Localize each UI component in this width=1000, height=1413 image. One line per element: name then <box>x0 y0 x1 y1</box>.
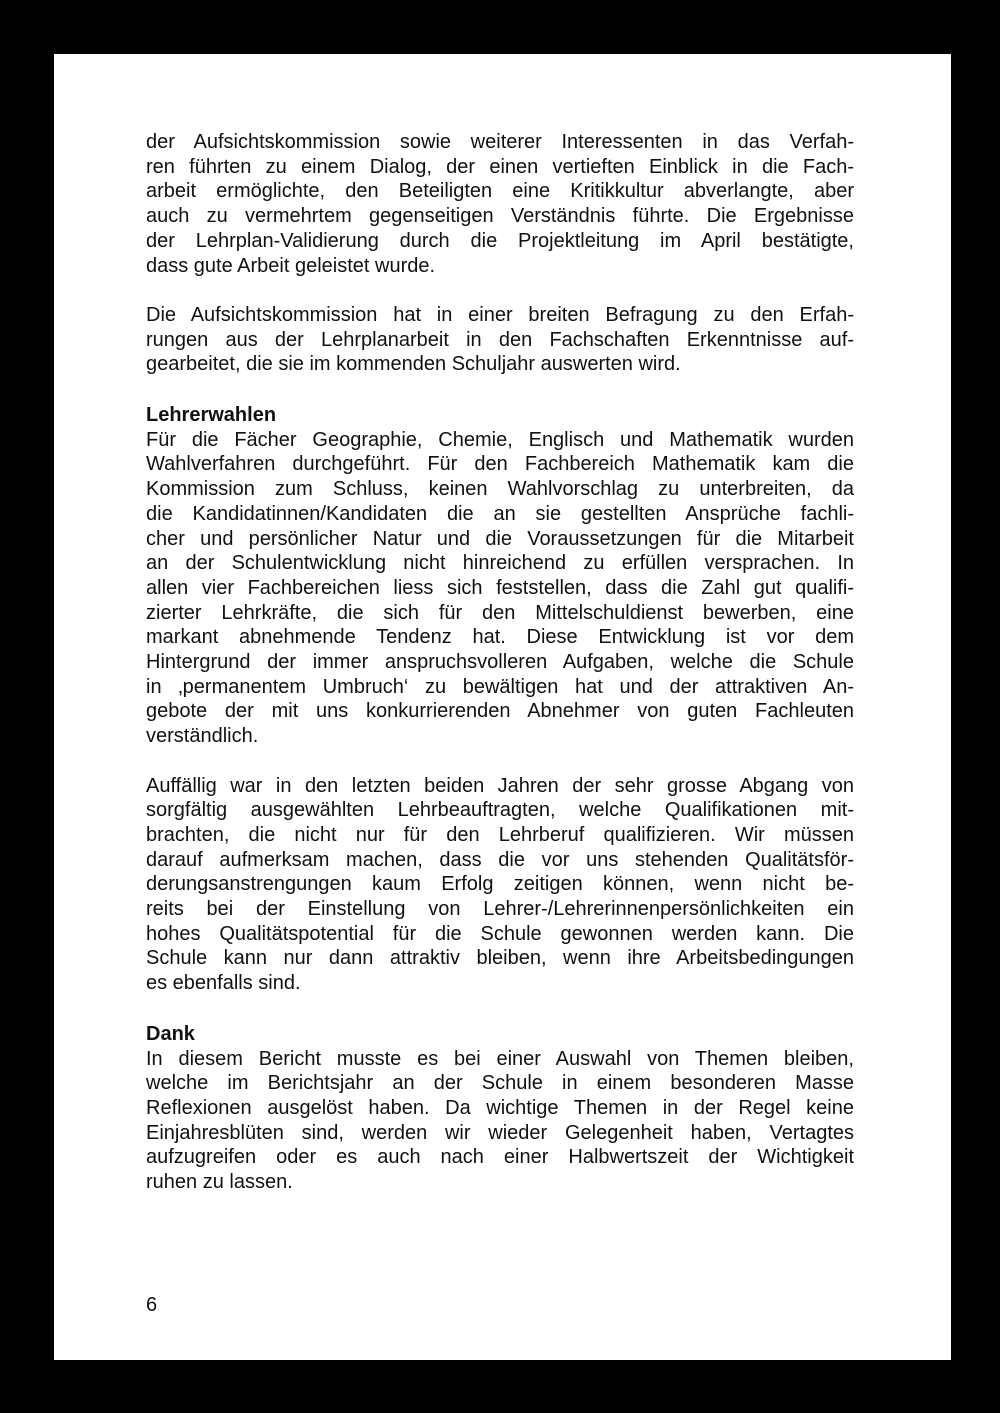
section-heading-lehrerwahlen: Lehrerwahlen <box>146 403 277 426</box>
text-line: welche im Berichtsjahr an der Schule in einem besonderen Masse <box>146 1072 854 1095</box>
paragraph-commission-dialog <box>146 130 854 278</box>
text-line: Wahlverfahren durchgeführt. Für den Fachbereich Mathematik kam die <box>146 453 854 476</box>
text-line: aufzugreifen oder es auch nach einer Halbwertszeit der Wichtigkeit <box>146 1146 854 1169</box>
paragraph-departures <box>146 774 854 996</box>
text-line: Auffällig war in den letzten beiden Jahren der sehr grosse Abgang von <box>146 774 854 797</box>
text-line: die Kandidatinnen/Kandidaten die an sie gestellten Ansprüche fachli- <box>146 502 854 525</box>
text-line: reits bei der Einstellung von Lehrer-/Lehrerinnenpersönlichkeiten ein <box>146 898 854 921</box>
paragraph-teacher-elections <box>146 428 854 749</box>
text-line: Einjahresblüten sind, werden wir wieder Gelegenheit haben, Vertagtes <box>146 1121 854 1144</box>
text-line: Für die Fächer Geographie, Chemie, Englisch und Mathematik wurden <box>146 428 854 451</box>
text-line: Die Aufsichtskommission hat in einer breiten Befragung zu den Erfah- <box>146 303 854 326</box>
paragraph-thanks <box>146 1047 854 1195</box>
text-line: an der Schulentwicklung nicht hinreichend zu erfüllen versprachen. In <box>146 552 854 575</box>
text-line: brachten, die nicht nur für den Lehrberuf qualifizieren. Wir müssen <box>146 823 854 846</box>
text-line: zierter Lehrkräfte, die sich für den Mittelschuldienst bewerben, eine <box>146 601 854 624</box>
text-line: verständlich. <box>146 725 259 748</box>
text-line: gebote der mit uns konkurrierenden Abnehmer von guten Fachleuten <box>146 700 854 723</box>
paragraph-survey <box>146 303 854 377</box>
text-line: in ‚permanentem Umbruch‘ zu bewältigen hat und der attraktiven An- <box>146 675 854 698</box>
text-line: Schule kann nur dann attraktiv bleiben, wenn ihre Arbeitsbedingungen <box>146 947 854 970</box>
text-line: der Lehrplan-Validierung durch die Projektleitung im April bestätigte, <box>146 229 854 252</box>
text-line: Kommission zum Schluss, keinen Wahlvorschlag zu unterbreiten, da <box>146 478 854 501</box>
document-page <box>54 54 951 1360</box>
text-line: ruhen zu lassen. <box>146 1171 293 1194</box>
text-line: Reflexionen ausgelöst haben. Da wichtige Themen in der Regel keine <box>146 1096 854 1119</box>
text-line: dass gute Arbeit geleistet wurde. <box>146 254 436 277</box>
text-line: markant abnehmende Tendenz hat. Diese Entwicklung ist vor dem <box>146 626 854 649</box>
text-line: auch zu vermehrtem gegenseitigen Verständnis führte. Die Ergebnisse <box>146 205 854 228</box>
text-line: In diesem Bericht musste es bei einer Auswahl von Themen bleiben, <box>146 1047 854 1070</box>
text-line: derungsanstrengungen kaum Erfolg zeitigen können, wenn nicht be- <box>146 873 854 896</box>
text-line: Hintergrund der immer anspruchsvolleren Aufgaben, welche die Schule <box>146 651 854 674</box>
text-line: ren führten zu einem Dialog, der einen vertieften Einblick in die Fach- <box>146 155 854 178</box>
page-content <box>146 130 854 1219</box>
text-line: sorgfältig ausgewählten Lehrbeauftragten, welche Qualifikationen mit- <box>146 799 854 822</box>
text-line: der Aufsichtskommission sowie weiterer Interessenten in das Verfah- <box>146 131 854 153</box>
text-line: gearbeitet, die sie im kommenden Schuljahr auswerten wird. <box>146 353 681 376</box>
section-heading-dank: Dank <box>146 1022 195 1045</box>
text-line: allen vier Fachbereichen liess sich feststellen, dass die Zahl gut qualifi- <box>146 576 854 599</box>
text-line: rungen aus der Lehrplanarbeit in den Fachschaften Erkenntnisse auf- <box>146 328 854 351</box>
text-line: cher und persönlicher Natur und die Voraussetzungen für die Mitarbeit <box>146 527 854 550</box>
page-number: 6 <box>146 1294 158 1316</box>
text-line: hohes Qualitätspotential für die Schule gewonnen werden kann. Die <box>146 922 854 945</box>
text-line: arbeit ermöglichte, den Beteiligten eine Kritikkultur abverlangte, aber <box>146 180 854 203</box>
text-line: es ebenfalls sind. <box>146 972 301 995</box>
text-line: darauf aufmerksam machen, dass die vor uns stehenden Qualitätsför- <box>146 848 854 871</box>
